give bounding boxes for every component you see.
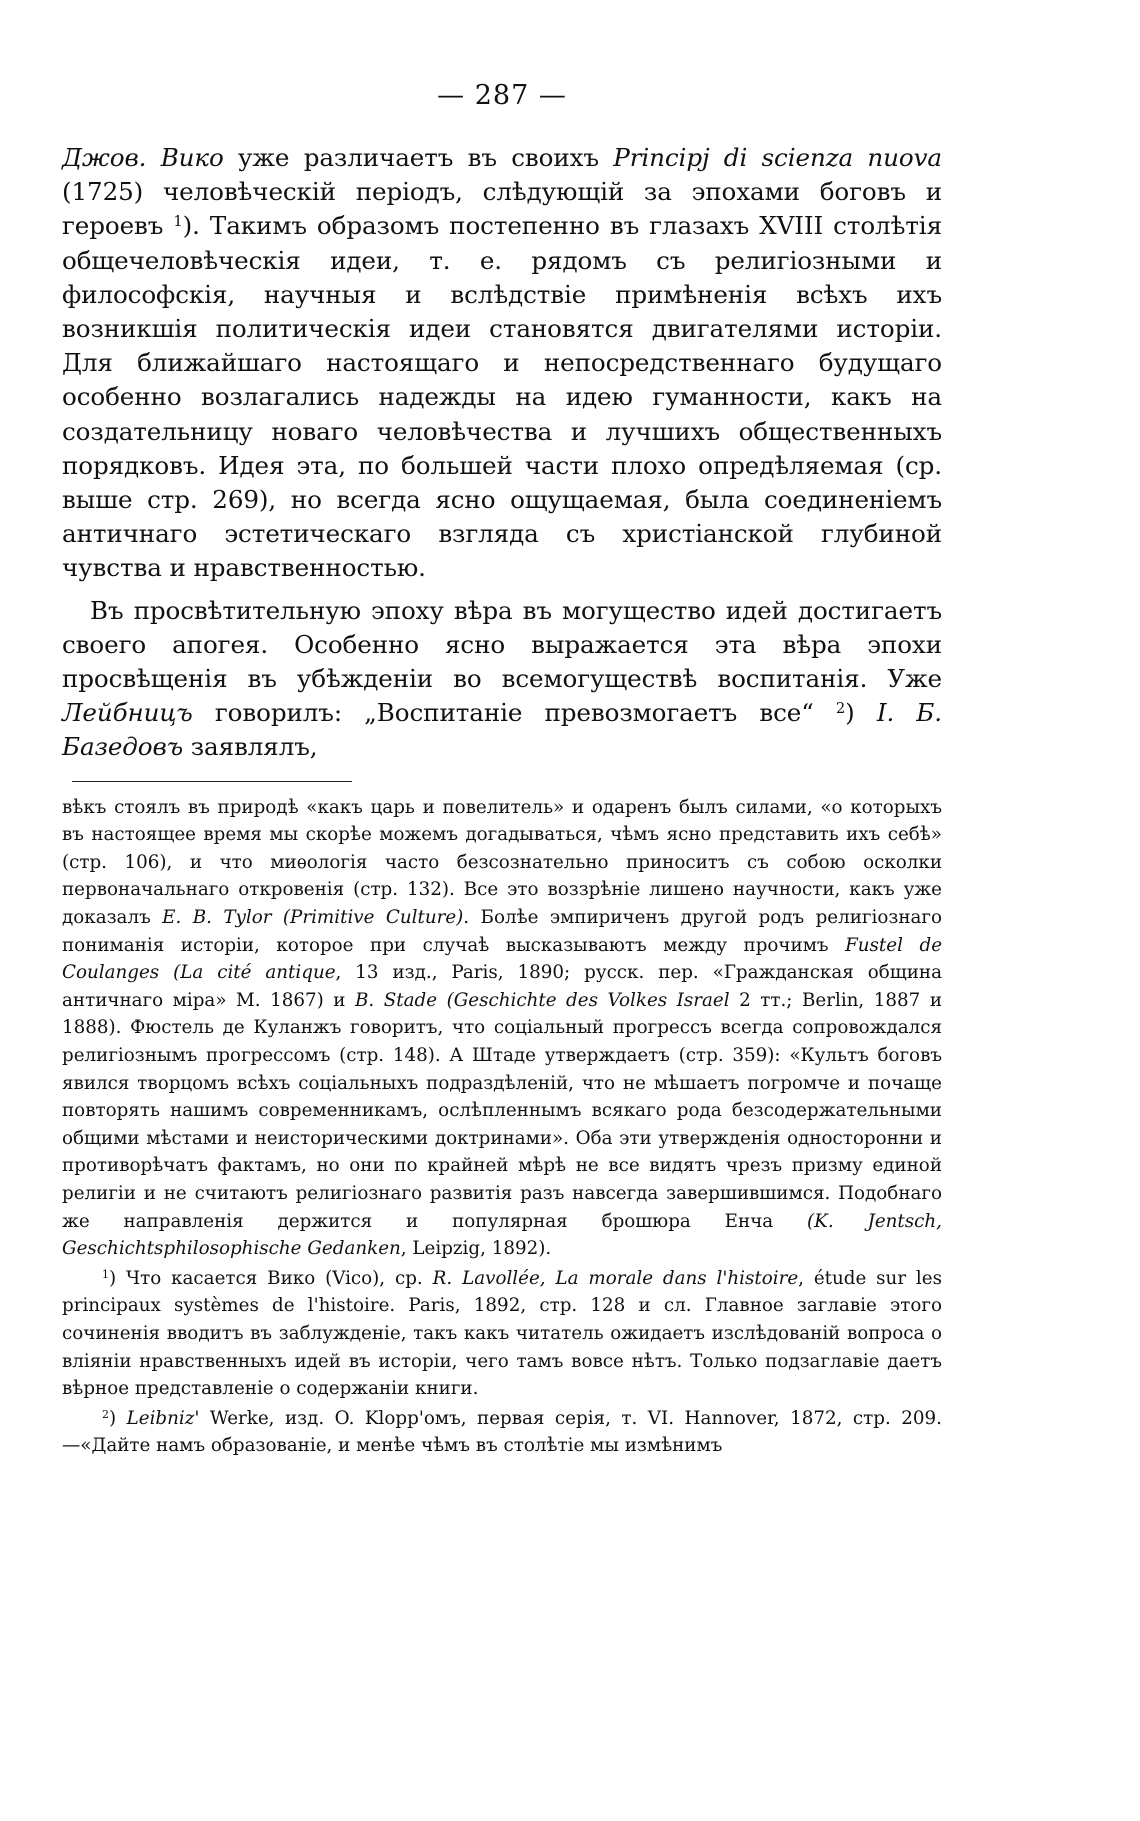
- text-run: , Leipzig, 1892).: [400, 1238, 552, 1260]
- footnote-mark: 1: [102, 1267, 109, 1281]
- italic-text: Лейбницъ: [62, 698, 193, 728]
- italic-text: E. B. Tylor (Primitive Culture): [162, 907, 464, 929]
- footnote-mark: 2: [835, 700, 846, 718]
- text-run: , étude sur les principaux systèmes de l'histoire. Paris, 1892, стр. 128 и сл. Главное заглавіе этого сочиненія вводитъ въ заблужденіе, такъ какъ читатель ожидаетъ изслѣдованій вопроса о вліяніи нравственныхъ идей въ исторіи, чего тамъ вовсе нѣтъ. Только подзаглавіе даетъ вѣрное представленіе о содержаніи книги.: [62, 1267, 942, 1400]
- text-run: Въ просвѣтительную эпоху вѣра въ могущество идей достигаетъ своего апогея. Особенно ясно выражается эта вѣра эпохи просвѣщенія въ убѣжденіи во всемогуществѣ воспитанія. Уже: [62, 595, 942, 694]
- text-run: , 13 изд., Paris, 1890; русск. пер. «Гражданская община античнаго міра» М. 1867) и: [62, 962, 942, 1011]
- page-number: — 287 —: [437, 80, 567, 111]
- main-text: [62, 141, 942, 765]
- text-run: ): [108, 1407, 127, 1429]
- text-run: ' Werke, изд. O. Klopp'омъ, первая серія, т. VI. Hannover, 1872, стр. 209.—«Дайте намъ образованіе, и менѣе чѣмъ въ столѣтіе мы измѣнимъ: [62, 1407, 942, 1457]
- text-run: 2 тт.; Berlin, 1887 и 1888). Фюстель де Куланжъ говоритъ, что соціальный прогрессъ всегда сопровождался религіознымъ прогрессомъ (стр. 148). А Штаде утверждаетъ (стр. 359): «Культъ боговъ явился творцомъ всѣхъ соціальныхъ подраздѣленій, что не мѣшаетъ погромче и почаще повторять нашимъ современникамъ, ослѣпленнымъ всякаго рода безсодержательными общими мѣстами и неисторическими доктринами». Оба эти утвержденія односторонни и противорѣчатъ фактамъ, но они по крайней мѣрѣ не все видятъ чрезъ призму единой религіи и не считаютъ религіознаго развитія разъ навсегда завершившимся. Подобнаго же направленія держится и популярная брошюра Енча: [62, 989, 942, 1232]
- italic-text: (K. Jentsch, Geschichtsphilosophische Gedanken: [62, 1210, 942, 1260]
- text-run: уже различаетъ въ своихъ: [223, 143, 614, 172]
- italic-text: Джов. Вико: [62, 143, 224, 172]
- text-run: говорилъ: „Воспитаніе превозмогаетъ все“: [192, 698, 836, 728]
- book-page: [62, 80, 942, 1460]
- text-run: заявлялъ,: [183, 732, 318, 762]
- italic-text: I. Б. Базедовъ: [62, 698, 942, 762]
- text-run: (1725) человѣческій періодъ, слѣдующій за эпохами боговъ и героевъ: [62, 177, 942, 241]
- paragraph: [62, 594, 942, 765]
- footnote-1: [62, 1265, 942, 1403]
- footnote-divider: [72, 781, 352, 782]
- footnote-mark: 1: [173, 213, 183, 231]
- text-run: ) Что касается Вико (Vico), ср.: [108, 1267, 433, 1289]
- text-run: ): [845, 698, 877, 728]
- footnote-2: [62, 1405, 942, 1460]
- footnote-continuation: [62, 794, 942, 1263]
- italic-text: B. Stade (Geschichte des Volkes Israel: [354, 989, 730, 1011]
- footnote-mark: 2: [102, 1407, 109, 1421]
- italic-text: R. Lavollée, La morale dans l'histoire: [432, 1267, 799, 1289]
- text-run: вѣкъ стоялъ въ природѣ «какъ царь и повелитель» и одаренъ былъ силами, «о которыхъ въ настоящее время мы скорѣе можемъ догадываться, чѣмъ ясно представить ихъ себѣ» (стр. 106), и что миѳологія часто безсознательно приноситъ съ собою осколки первоначальнаго откровенія (стр. 132). Все это воззрѣніе лишено научности, какъ уже доказалъ: [62, 796, 942, 929]
- text-run: . Болѣе эмпириченъ другой родъ религіознаго пониманія исторіи, которое при случаѣ высказываютъ между прочимъ: [62, 907, 942, 956]
- italic-text: Leibniz: [126, 1407, 195, 1429]
- text-run: ). Такимъ образомъ постепенно въ глазахъ XVIII столѣтія общечеловѣческія идеи, т. е. рядомъ съ религіозными и философскія, научныя и вслѣдствіе примѣненія всѣхъ ихъ возникшія политическія идеи становятся двигателями исторіи. Для ближайшаго настоящаго и непосредственнаго будущаго особенно возлагались надежды на идею гуманности, какъ на создательницу новаго человѣчества и лучшихъ общественныхъ порядковъ. Идея эта, по большей части плохо опредѣляемая (ср. выше стр. 269), но всегда ясно ощущаемая, была соединеніемъ античнаго эстетическаго взгляда съ христіанской глубиной чувства и нравственностью.: [62, 211, 942, 583]
- paragraph: [62, 141, 942, 586]
- italic-text: Principj di scienza nuova: [613, 143, 942, 172]
- footnotes: [62, 794, 942, 1460]
- italic-text: Fustel de Coulanges (La cité antique: [62, 934, 943, 984]
